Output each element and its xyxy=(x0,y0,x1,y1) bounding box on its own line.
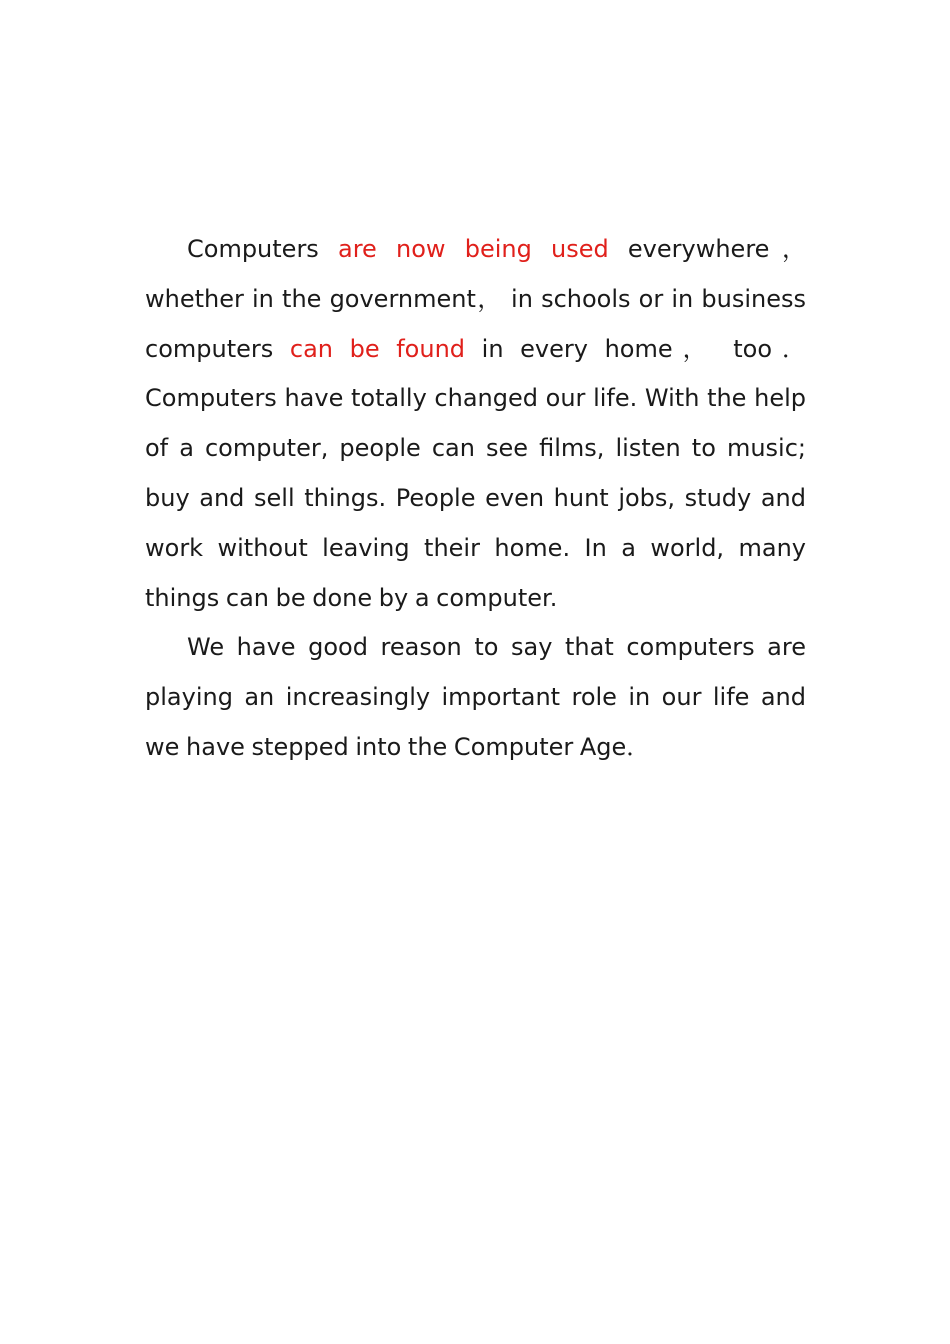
highlight-are-now-being-used: are now being used xyxy=(338,235,609,263)
paragraph-1 xyxy=(145,225,806,623)
paragraph-2-text: We have good reason to say that computers are playing an increasingly important role in our life and we have stepped into the Computer Age． xyxy=(145,633,806,761)
paragraph-1-text-b: everywhere， whether in the government， in schools or in business computers xyxy=(145,235,806,363)
highlight-can-be-found: can be found xyxy=(289,334,466,363)
document-body xyxy=(145,225,806,773)
paragraph-1-text-a: Computers xyxy=(187,235,338,263)
paragraph-1-text-c: in every home， too． Computers have totally changed our life. With the help of a computer, people can see films, listen to music; buy and sell things. People even hunt jobs, study and work without leaving their home. In a world, many things can be done by a computer. xyxy=(145,334,806,612)
paragraph-2 xyxy=(145,623,806,772)
